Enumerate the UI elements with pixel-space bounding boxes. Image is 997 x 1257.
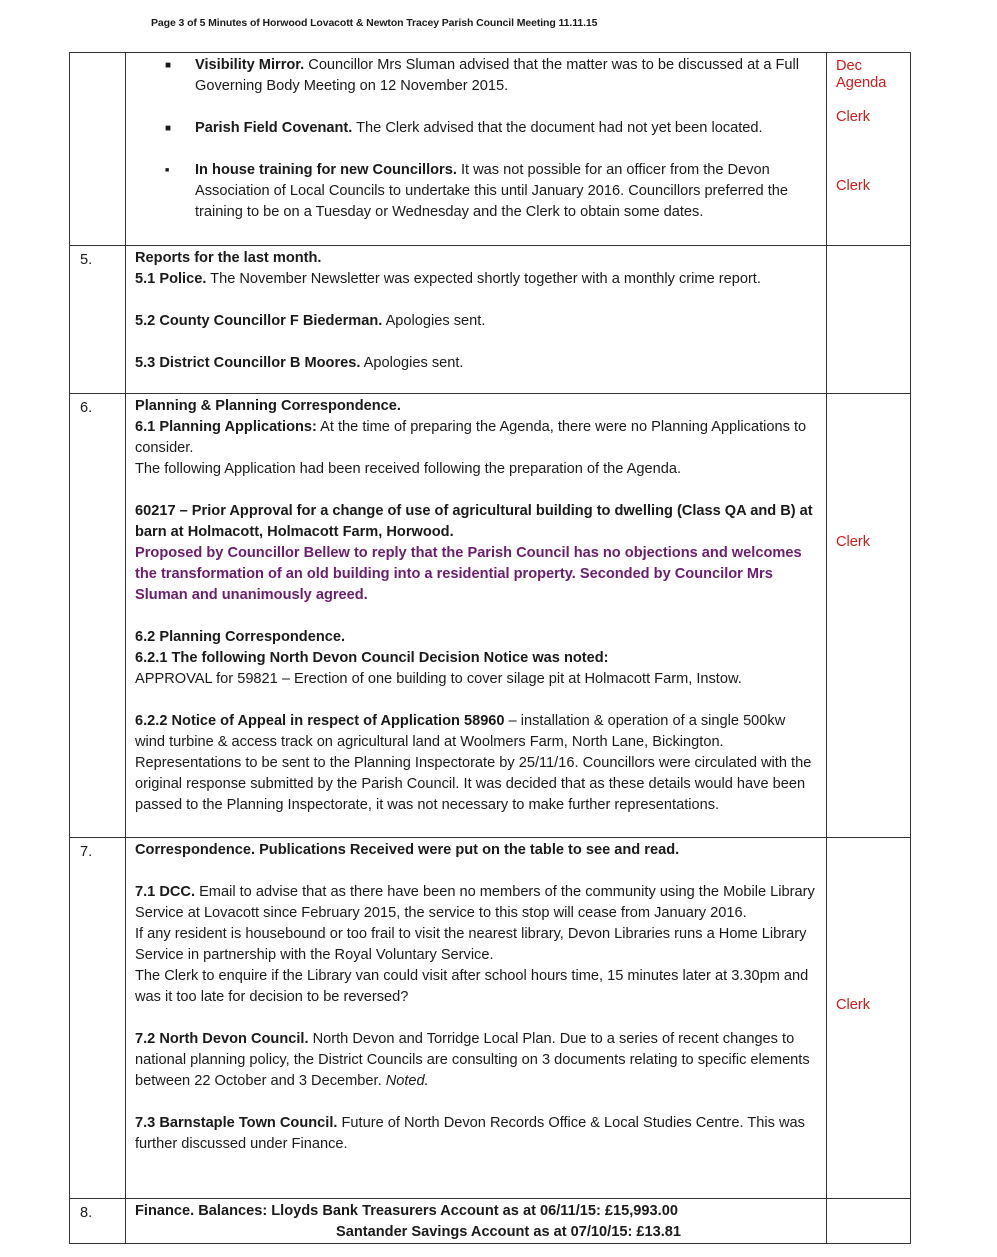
paragraph-title: 7.1 DCC. [135, 884, 196, 900]
action-label: Clerk [836, 178, 871, 194]
paragraph-title: 5.1 Police. [135, 271, 207, 287]
action-label: Clerk [836, 109, 871, 125]
paragraph [135, 353, 818, 374]
table-row [70, 246, 911, 394]
item-text: The Clerk advised that the document had not yet been located. [352, 120, 763, 136]
action-cell [827, 53, 911, 246]
square-bullet-icon: ■ [165, 60, 172, 71]
paragraph-title: 7.2 North Devon Council. [135, 1031, 309, 1047]
paragraph [135, 1113, 818, 1155]
paragraph-text: At the time of preparing the Agenda, there were no Planning Applications to consider. [135, 419, 807, 456]
item-number: 7. [70, 838, 126, 1199]
noted-text: Noted. [385, 1073, 429, 1089]
list-item [135, 160, 818, 223]
paragraph [135, 417, 818, 459]
section-subheading: 6.2 Planning Correspondence. [135, 629, 346, 645]
action-label: Agenda [836, 75, 887, 91]
item-body-cell [126, 838, 827, 1199]
paragraph: If any resident is housebound or too frail to visit the nearest library, Devon Libraries runs a Home Library Service in partnership with the Royal Voluntary Service. [135, 926, 807, 963]
action-label: Dec [836, 58, 862, 74]
page-header: Page 3 of 5 Minutes of Horwood Lovacott & Newton Tracey Parish Council Meeting 11.11.15 [151, 17, 598, 29]
approval-label: APPROVAL [135, 671, 213, 687]
action-label: Clerk [836, 997, 871, 1013]
paragraph-text: The November Newsletter was expected shortly together with a monthly crime report. [206, 271, 761, 287]
paragraph [135, 1029, 818, 1092]
paragraph [135, 882, 818, 924]
paragraph-text: – installation & operation of a single 500kw wind turbine & access track on agricultural land at Woolmers Farm, North Lane, Bickington. Representations to be sent to the Planning Inspectorate by 25/11/16. Councillors were circulated with the original response submitted by the Parish Council. It was decided that as these details would have been passed to the Planning Inspectorate, it was not necessary to make further representations. [135, 713, 812, 813]
resolution-text: Proposed by Councillor Bellew to reply that the Parish Council has no objections and welcomes the transformation of an old building into a residential property. Seconded by Councilor Mrs Sluman and unanimously agreed. [135, 545, 802, 603]
list-item [135, 55, 818, 97]
paragraph-text: Apologies sent. [382, 313, 486, 329]
paragraph-title: 6.2.2 Notice of Appeal in respect of Application 58960 [135, 713, 505, 729]
item-text: Councillor Mrs Sluman advised that the matter was to be discussed at a Full Governing Body Meeting on 12 November 2015. [195, 57, 800, 94]
paragraph [135, 311, 818, 332]
paragraph-text: Future of North Devon Records Office & Local Studies Centre. This was further discussed under Finance. [135, 1115, 805, 1152]
table-row [70, 1199, 911, 1244]
action-cell [827, 246, 911, 394]
application-title: 60217 – Prior Approval for a change of use of agricultural building to dwelling (Class QA and B) at barn at Holmacott, Holmacott Farm, Horwood. [135, 503, 813, 540]
paragraph-title: 6.1 Planning Applications: [135, 419, 317, 435]
square-bullet-icon: ■ [165, 123, 172, 134]
item-number: 5. [70, 246, 126, 394]
action-cell [827, 1199, 911, 1244]
table-row [70, 838, 911, 1199]
paragraph-title: 5.2 County Councillor F Biederman. [135, 313, 383, 329]
paragraph-text: Email to advise that as there have been no members of the community using the Mobile Library Service at Lovacott since February 2015, the service to this stop will cease from January 2016. [135, 884, 815, 921]
item-title: Parish Field Covenant. [195, 120, 353, 136]
finance-line: Finance. Balances: Lloyds Bank Treasurers Account as at 06/11/15: £15,993.00 [135, 1203, 678, 1219]
item-title: In house training for new Councillors. [195, 162, 457, 178]
action-label: Clerk [836, 534, 871, 550]
section-heading: Correspondence. Publications Received were put on the table to see and read. [135, 842, 680, 858]
section-heading: Reports for the last month. [135, 250, 322, 266]
item-text: It was not possible for an officer from the Devon Association of Local Councils to undertake this until January 2016. Councillors preferred the training to be on a Tuesday or Wednesday and the Clerk to obtain some dates. [195, 162, 788, 220]
minutes-table [69, 52, 911, 1244]
paragraph-text: Apologies sent. [360, 355, 464, 371]
action-cell [827, 394, 911, 838]
paragraph: The following Application had been received following the preparation of the Agenda. [135, 461, 682, 477]
finance-line: Santander Savings Account as at 07/10/15: £13.81 [336, 1224, 682, 1240]
item-number: 8. [70, 1199, 126, 1244]
list-item [135, 118, 818, 139]
section-heading: Planning & Planning Correspondence. [135, 398, 401, 414]
action-cell [827, 838, 911, 1199]
paragraph [135, 269, 818, 290]
square-bullet-icon: ■ [165, 167, 170, 174]
item-body-cell [126, 1199, 827, 1244]
paragraph [135, 669, 818, 690]
section-subheading: 6.2.1 The following North Devon Council Decision Notice was noted: [135, 650, 609, 666]
item-number-cell [70, 53, 126, 246]
item-number: 6. [70, 394, 126, 838]
item-body-cell [126, 246, 827, 394]
table-row [70, 394, 911, 838]
paragraph-title: 5.3 District Councillor B Moores. [135, 355, 361, 371]
paragraph [135, 711, 818, 816]
item-body-cell [126, 53, 827, 246]
item-title: Visibility Mirror. [195, 57, 305, 73]
paragraph-title: 7.3 Barnstaple Town Council. [135, 1115, 338, 1131]
item-body-cell [126, 394, 827, 838]
paragraph: The Clerk to enquire if the Library van could visit after school hours time, 15 minutes later at 3.30pm and was it too late for decision to be reversed? [135, 968, 809, 1005]
paragraph-text: for 59821 – Erection of one building to cover silage pit at Holmacott Farm, Instow. [212, 671, 742, 687]
paragraph-text: North Devon and Torridge Local Plan. Due to a series of recent changes to national planning policy, the District Councils are consulting on 3 documents relating to specific elements between 22 October and 3 December. [135, 1031, 810, 1089]
table-row [70, 53, 911, 246]
